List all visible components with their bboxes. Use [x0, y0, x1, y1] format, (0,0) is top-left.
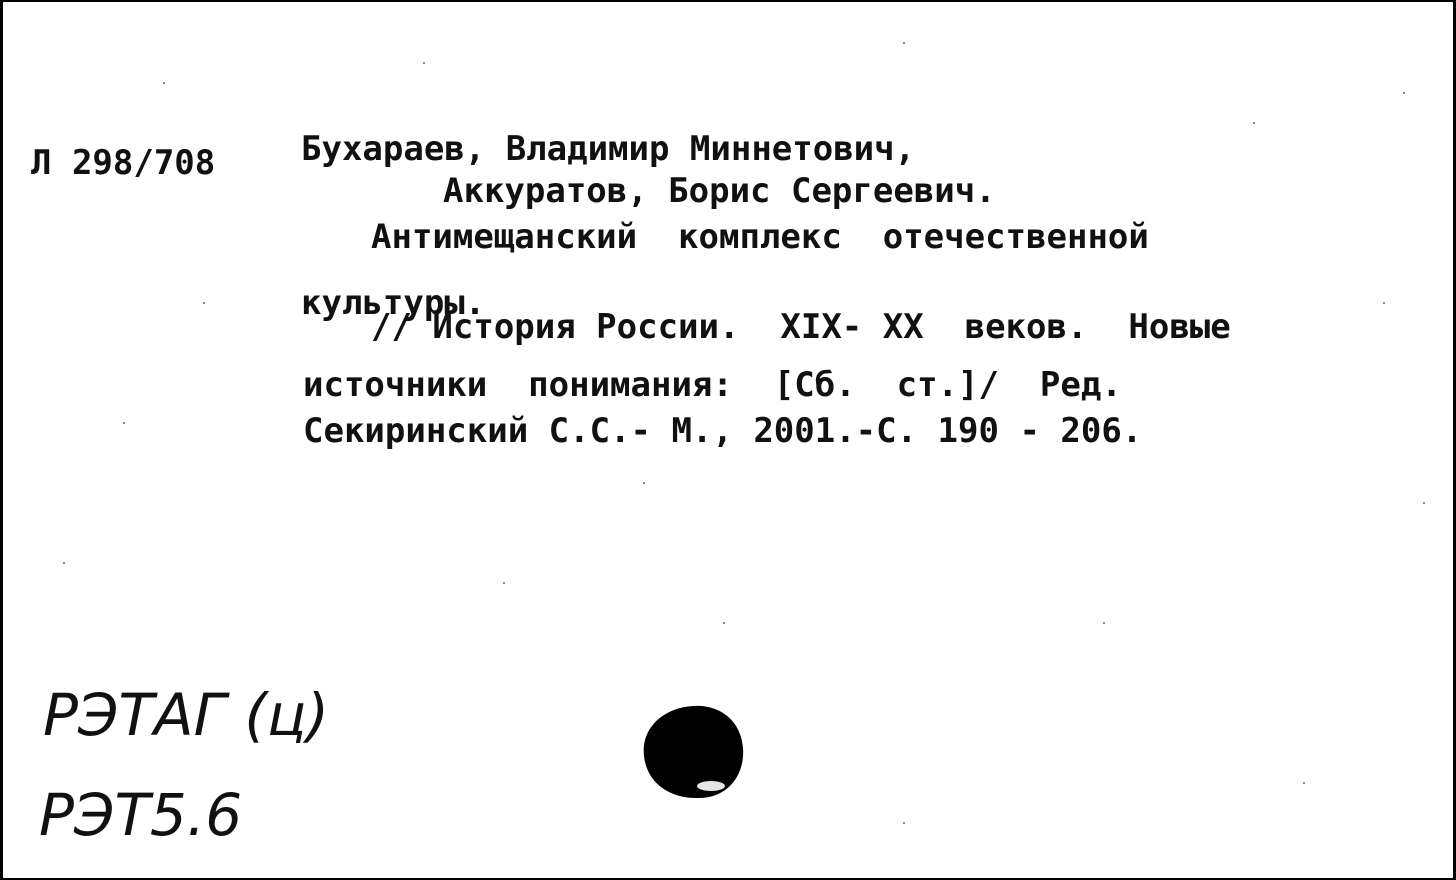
- author-line: Бухараев, Владимир Миннетович,: [301, 129, 916, 169]
- scan-speck: [203, 302, 205, 304]
- title-line-2: культуры.: [301, 283, 486, 323]
- scan-speck: [903, 822, 905, 824]
- scan-speck: [1253, 122, 1255, 124]
- scan-speck: [723, 622, 725, 624]
- handwritten-code-1: РЭТАГ (ц): [43, 681, 330, 749]
- scan-speck: [163, 82, 165, 84]
- coauthor-line: Аккуратов, Борис Сергеевич.: [443, 171, 996, 211]
- scan-speck: [1383, 302, 1385, 304]
- handwritten-code-2: РЭТ5.6: [39, 781, 243, 849]
- scan-speck: [903, 42, 905, 44]
- source-line-1: // История России. XIX- XX веков. Новые: [371, 307, 1231, 347]
- source-line-3: Секиринский С.С.- М., 2001.-С. 190 - 206.: [303, 411, 1143, 451]
- title-line-1: Антимещанский комплекс отечественной: [371, 217, 1149, 257]
- source-line-2: источники понимания: [Сб. ст.]/ Ред.: [303, 365, 1122, 405]
- scan-speck: [643, 482, 645, 484]
- scan-speck: [123, 422, 125, 424]
- call-number: Л 298/708: [31, 143, 216, 183]
- scan-speck: [423, 62, 425, 64]
- scan-speck: [1403, 92, 1405, 94]
- punch-hole: [641, 702, 745, 800]
- scan-speck: [63, 562, 65, 564]
- scan-speck: [503, 582, 505, 584]
- scan-speck: [1423, 502, 1425, 504]
- scan-speck: [1303, 782, 1305, 784]
- scan-speck: [1103, 622, 1105, 624]
